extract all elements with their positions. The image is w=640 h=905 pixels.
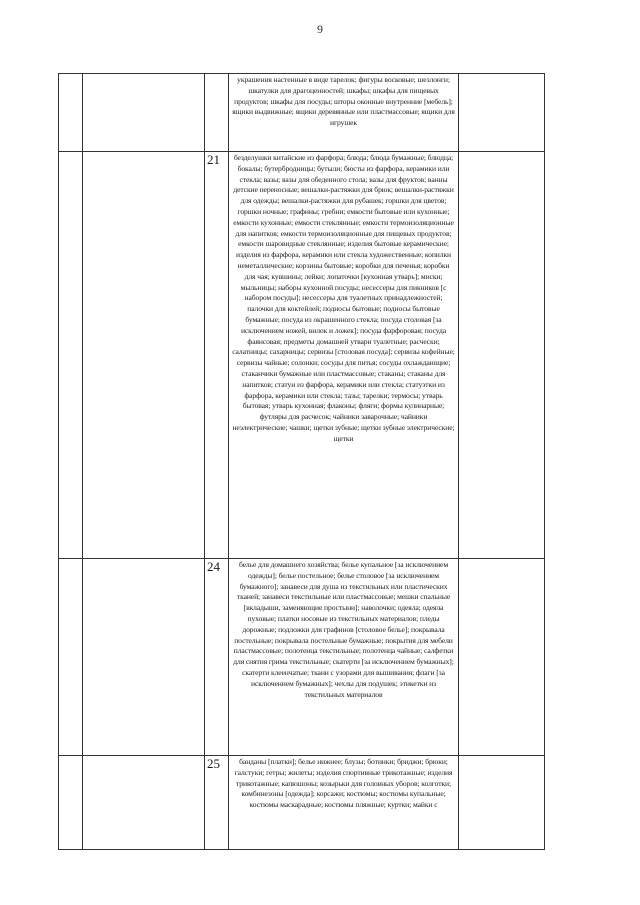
empty-cell (59, 559, 83, 756)
empty-cell (59, 152, 83, 559)
empty-cell (459, 74, 545, 152)
class-number-cell (205, 74, 229, 152)
goods-list-cell: украшения настенные в виде тарелок; фигуры восковые; шезлонги; шкатулки для драгоценностей; шкафы; шкафы для пищевых продуктов; шкафы для посуды; шторы оконные внутренние [мебель]; ящики выдвижные; ящики деревянные или пластмассовые; ящики для игрушек (229, 74, 459, 152)
empty-cell (459, 559, 545, 756)
table-row (59, 559, 545, 756)
empty-cell (459, 152, 545, 559)
page-number: 9 (317, 22, 323, 36)
class-number-cell: 24 (205, 559, 229, 756)
class-number-cell: 21 (205, 152, 229, 559)
class-number-cell: 25 (205, 756, 229, 850)
empty-cell (83, 559, 205, 756)
empty-cell (83, 74, 205, 152)
empty-cell (83, 756, 205, 850)
empty-cell (59, 74, 83, 152)
empty-cell (459, 756, 545, 850)
goods-list-cell: безделушки китайские из фарфора; блюда; блюда бумажные; блюдца; бокалы; бутербродницы; бутыли; бюсты из фарфора, керамики или стекла; вазы; вазы для обеденного стола; вазы для фруктов; ванны детские переносные; вешалки-растяжки для брюк; вешалки-растяжки для одежды; вешалки-растяжки для рубашек; горшки для цветов; горшки ночные; графины; гребни; емкости бытовые или кухонные; емкости кухонные; емкости стеклянные; емкости термоизоляционные для напитков; емкости термоизоляционные для пищевых продуктов; емкости шаровидные стеклянные; изделия бытовые керамические; изделия из фарфора, керамики или стекла художественные; копилки неметаллические; корзины бытовые; коробки для печенья; коробки для чая; кувшины; лейки; лопаточки [кухонная утварь]; миски; мыльницы; наборы кухонной посуды; несессеры для пикников [с набором посуды]; несессеры для туалетных принадлежностей; палочки для коктейлей; подносы бытовые; подносы бытовые бумажные; посуда из окрашенного стекла; посуда столовая [за исключением ножей, вилок и ложек]; посуда фарфоровая; посуда фаянсовая; предметы домашней утвари туалетные; расчески; салатницы; сахарницы; сервизы [столовая посуда]; сервизы кофейные; сервизы чайные; солонки; сосуды для питья; сосуды охлаждающие; стаканчики бумажные или пластмассовые; стаканы; стаканы для напитков; статуи из фарфора, керамики или стекла; статуэтки из фарфора, керамики или стекла; тазы; тарелки; термосы; утварь бытовая; утварь кухонная; флаконы; фляги; формы кулинарные; футляры для расчесок; чайники заварочные; чайники неэлектрические; чашки; щетки зубные; щетки зубные электрические; щетки (229, 152, 459, 559)
empty-cell (83, 152, 205, 559)
empty-cell (59, 756, 83, 850)
table-row (59, 152, 545, 559)
table-row (59, 756, 545, 850)
goods-classification-table (58, 73, 545, 850)
table-row (59, 74, 545, 152)
goods-list-cell: банданы [платки]; белье нижнее; блузы; ботинки; бриджи; брюки; галстуки; гетры; жилеты; изделия спортивные трикотажные; изделия трикотажные; капюшоны; козырьки для головных уборов; колготки; комбинезоны [одежда]; корсажи; костюмы; костюмы купальные; костюмы маскарадные; костюмы пляжные; куртки; майки с (229, 756, 459, 850)
goods-list-cell: белье для домашнего хозяйства; белье купальное [за исключением одежды]; белье постельное; белье столовое [за исключением бумажного]; занавеси для душа из текстильных или пластических тканей; занавеси текстильные или пластмассовые; мешки спальные [вкладыши, заменяющие простыни]; наволочки; одеяла; одеяла пуховые; платки носовые из текстильных материалов; пледы дорожные; подложки для графинов [столовое белье]; покрывала постельные; покрывала постельные бумажные; покрытия для мебели пластмассовые; полотенца текстильные; полотенца чайные; салфетки для снятия грима текстильные; скатерти [за исключением бумажных]; скатерти клеенчатые; ткани с узорами для вышивания; флаги [за исключением бумажных]; чехлы для подушек; этикетки из текстильных материалов (229, 559, 459, 756)
